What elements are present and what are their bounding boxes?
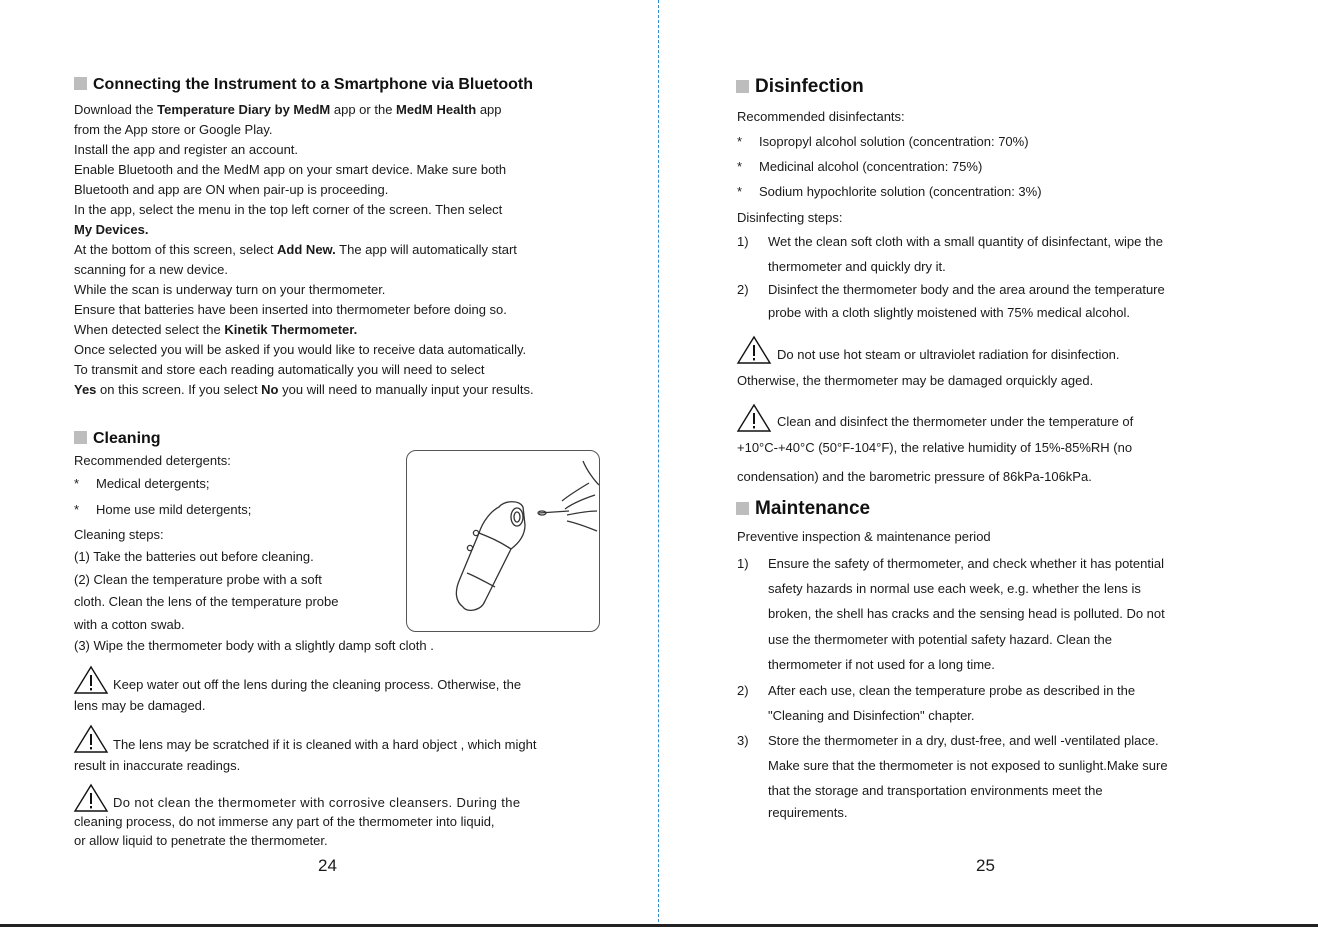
page-number-25: 25 — [976, 856, 995, 875]
maintenance-item-3c: that the storage and transportation environments meet the — [768, 783, 1103, 798]
cleaning-step-2: (2) Clean the temperature probe with a soft — [74, 572, 322, 587]
bt-line-3: Install the app and register an account. — [74, 142, 299, 157]
warning-3-line-2: cleaning process, do not immerse any part of the thermometer into liquid, — [74, 814, 495, 829]
warning-triangle-icon — [736, 335, 772, 370]
disinfectant-bullet-2: * Medicinal alcohol (concentration: 75%) — [737, 159, 983, 174]
bt-line-12: When detected select the Kinetik Thermometer. — [74, 322, 358, 337]
maintenance-item-1e: thermometer if not used for a long time. — [768, 657, 995, 672]
warning-3-line-3: or allow liquid to penetrate the thermometer. — [74, 833, 328, 848]
warning-triangle-icon — [73, 665, 109, 700]
cleaning-step-1: (1) Take the batteries out before cleaning. — [74, 549, 314, 564]
maintenance-item-2b: "Cleaning and Disinfection" chapter. — [768, 708, 975, 723]
warning-1-line-1: Keep water out off the lens during the cleaning process. Otherwise, the — [113, 677, 522, 692]
gray-square-icon — [74, 431, 87, 444]
bt-line-8: At the bottom of this screen, select Add New. The app will automatically start — [74, 242, 517, 257]
warning-1-line-2: lens may be damaged. — [74, 698, 206, 713]
bt-line-5: Bluetooth and app are ON when pair-up is proceeding. — [74, 182, 389, 197]
cleaning-bullet-2: * Home use mild detergents; — [74, 502, 252, 517]
warning-3-line-1: Do not clean the thermometer with corrosive cleansers. During the — [113, 795, 521, 810]
maintenance-item-1d: use the thermometer with potential safety hazard. Clean the — [768, 632, 1112, 647]
cleaning-steps-label: Cleaning steps: — [74, 527, 164, 542]
bt-line-13: Once selected you will be asked if you would like to receive data automatically. — [74, 342, 527, 357]
bt-line-4: Enable Bluetooth and the MedM app on your smart device. Make sure both — [74, 162, 507, 177]
warning-triangle-icon — [736, 403, 772, 438]
disinfection-warning-2-line-2: +10°C-+40°C (50°F-104°F), the relative humidity of 15%-85%RH (no — [737, 440, 1133, 455]
gray-square-icon — [74, 77, 87, 90]
warning-triangle-icon — [73, 724, 109, 759]
cleaning-heading: Cleaning — [74, 430, 161, 448]
disinfectants-label: Recommended disinfectants: — [737, 109, 905, 124]
thermometer-cleaning-icon — [407, 451, 599, 631]
maintenance-item-3: 3) Store the thermometer in a dry, dust-free, and well -ventilated place. — [737, 733, 1159, 748]
disinfect-step-2b: probe with a cloth slightly moistened with 75% medical alcohol. — [768, 305, 1131, 320]
maintenance-item-2: 2) After each use, clean the temperature probe as described in the — [737, 683, 1136, 698]
warning-2-line-2: result in inaccurate readings. — [74, 758, 241, 773]
bt-line-2: from the App store or Google Play. — [74, 122, 273, 137]
disinfect-step-1: 1) Wet the clean soft cloth with a small quantity of disinfectant, wipe the — [737, 234, 1164, 249]
disinfection-warning-2-line-3: condensation) and the barometric pressure of 86kPa-106kPa. — [737, 469, 1092, 484]
bt-line-14: To transmit and store each reading automatically you will need to select — [74, 362, 485, 377]
cleaning-step-2b: cloth. Clean the lens of the temperature probe — [74, 594, 339, 609]
maintenance-item-1b: safety hazards in normal use each week, e.g. whether the lens is — [768, 581, 1141, 596]
cleaning-step-2c: with a cotton swab. — [74, 617, 185, 632]
bt-line-10: While the scan is underway turn on your thermometer. — [74, 282, 386, 297]
bluetooth-heading: Connecting the Instrument to a Smartphone via Bluetooth — [74, 76, 533, 94]
bt-line-15: Yes on this screen. If you select No you will need to manually input your results. — [74, 382, 534, 397]
maintenance-item-3d: requirements. — [768, 805, 848, 820]
disinfection-warning-2-line-1: Clean and disinfect the thermometer under the temperature of — [777, 414, 1134, 429]
disinfection-warning-1-line-1: Do not use hot steam or ultraviolet radiation for disinfection. — [777, 347, 1120, 362]
cleaning-bullet-1: * Medical detergents; — [74, 476, 210, 491]
disinfectant-bullet-3: * Sodium hypochlorite solution (concentration: 3%) — [737, 184, 1042, 199]
maintenance-item-1c: broken, the shell has cracks and the sensing head is polluted. Do not — [768, 606, 1165, 621]
page-number-24: 24 — [318, 856, 337, 875]
disinfect-step-1b: thermometer and quickly dry it. — [768, 259, 946, 274]
disinfectant-bullet-1: * Isopropyl alcohol solution (concentration: 70%) — [737, 134, 1029, 149]
page-divider — [658, 0, 659, 927]
bt-line-7: My Devices. — [74, 222, 149, 237]
maintenance-item-3b: Make sure that the thermometer is not exposed to sunlight.Make sure — [768, 758, 1168, 773]
disinfection-heading: Disinfection — [736, 76, 864, 98]
disinfecting-steps-label: Disinfecting steps: — [737, 210, 843, 225]
cleaning-step-3: (3) Wipe the thermometer body with a slightly damp soft cloth . — [74, 638, 434, 653]
bt-line-9: scanning for a new device. — [74, 262, 228, 277]
maintenance-heading: Maintenance — [736, 498, 870, 520]
cleaning-recommended: Recommended detergents: — [74, 453, 231, 468]
warning-2-line-1: The lens may be scratched if it is cleaned with a hard object , which might — [113, 737, 537, 752]
bt-line-11: Ensure that batteries have been inserted into thermometer before doing so. — [74, 302, 507, 317]
maintenance-intro: Preventive inspection & maintenance period — [737, 529, 991, 544]
disinfect-step-2: 2) Disinfect the thermometer body and the area around the temperature — [737, 282, 1165, 297]
disinfection-warning-1-line-2: Otherwise, the thermometer may be damaged orquickly aged. — [737, 373, 1094, 388]
gray-square-icon — [736, 80, 749, 93]
bt-line-1: Download the Temperature Diary by MedM app or the MedM Health app — [74, 102, 502, 117]
bt-line-6: In the app, select the menu in the top left corner of the screen. Then select — [74, 202, 503, 217]
thermometer-illustration — [406, 450, 600, 632]
maintenance-item-1: 1) Ensure the safety of thermometer, and check whether it has potential — [737, 556, 1164, 571]
gray-square-icon — [736, 502, 749, 515]
